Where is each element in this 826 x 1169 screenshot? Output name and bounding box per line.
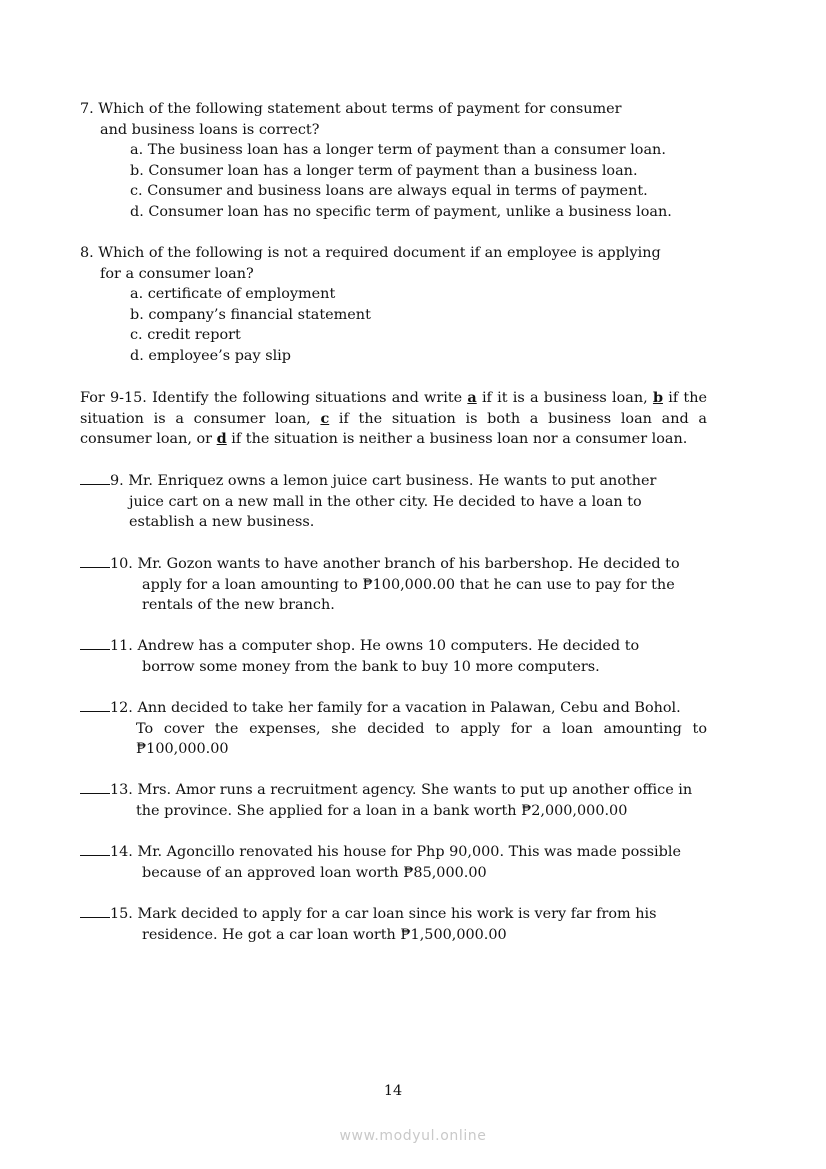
answer-blank[interactable]	[80, 903, 110, 918]
item-13: 13. Mrs. Amor runs a recruitment agency. She wants to put up another office in the province. She applied for a loan in a bank worth ₱2,000,000.00	[80, 779, 707, 821]
answer-key-c: c	[320, 409, 330, 427]
question-8-option-d: d. employee’s pay slip	[130, 347, 291, 364]
question-8-option-b: b. company’s financial statement	[130, 306, 371, 323]
item-number: 9.	[110, 473, 124, 489]
item-10: 10. Mr. Gozon wants to have another branch of his barbershop. He decided to apply for a loan amounting to ₱100,000.00 that he can use to pay for the rentals of the new branch.	[80, 553, 707, 616]
answer-blank[interactable]	[80, 779, 110, 794]
answer-blank[interactable]	[80, 553, 110, 568]
question-8-option-c: c. credit report	[130, 327, 241, 344]
item-number: 13.	[110, 782, 133, 798]
answer-key-a: a	[467, 389, 477, 406]
item-12: 12. Ann decided to take her family for a vacation in Palawan, Cebu and Bohol. To cover the expenses, she decided to apply for a loan amounting to ₱100,000.00	[80, 697, 707, 760]
question-8-line1: 8. Which of the following is not a required document if an employee is applying	[80, 245, 661, 261]
question-8	[80, 243, 720, 367]
answer-blank[interactable]	[80, 841, 110, 856]
instructions-line1: For 9-15. Identify the following situations and write a if it is a business loan, b if the	[80, 389, 707, 406]
answer-blank[interactable]	[80, 470, 110, 485]
item-15: 15. Mark decided to apply for a car loan since his work is very far from his residence. He got a car loan worth ₱1,500,000.00	[80, 903, 707, 945]
instructions	[80, 388, 707, 450]
item-14: 14. Mr. Agoncillo renovated his house for Php 90,000. This was made possible because of an approved loan worth ₱85,000.00	[80, 841, 707, 883]
answer-blank[interactable]	[80, 635, 110, 650]
answer-key-d: d	[216, 430, 227, 448]
watermark: www.modyul.online	[339, 1128, 487, 1144]
item-number: 12.	[110, 700, 133, 716]
question-7-option-a: a. The business loan has a longer term of payment than a consumer loan.	[130, 142, 666, 159]
instructions-line2: situation is a consumer loan, c if the situation is both a business loan and a	[80, 409, 708, 427]
item-9: 9. Mr. Enriquez owns a lemon juice cart business. He wants to put another juice cart on a new mall in the other city. He decided to have a loan to establish a new business.	[80, 470, 707, 533]
answer-key-b: b	[652, 389, 664, 406]
question-7-option-d: d. Consumer loan has no specific term of payment, unlike a business loan.	[130, 203, 672, 220]
question-7	[80, 99, 720, 223]
question-7-line1: 7. Which of the following statement about terms of payment for consumer	[80, 101, 622, 117]
question-7-line2: and business loans is correct?	[100, 121, 320, 138]
question-7-option-c: c. Consumer and business loans are always equal in terms of payment.	[130, 183, 648, 200]
item-number: 15.	[110, 906, 133, 922]
page-number: 14	[383, 1083, 403, 1099]
instructions-line3: consumer loan, or d if the situation is neither a business loan nor a consumer loan.	[80, 430, 688, 448]
question-8-option-a: a. certificate of employment	[130, 286, 336, 303]
item-number: 11.	[110, 638, 133, 654]
answer-blank[interactable]	[80, 697, 110, 712]
question-8-line2: for a consumer loan?	[100, 265, 254, 282]
item-number: 14.	[110, 844, 133, 860]
question-7-option-b: b. Consumer loan has a longer term of payment than a business loan.	[130, 162, 638, 179]
item-11: 11. Andrew has a computer shop. He owns 10 computers. He decided to borrow some money from the bank to buy 10 more computers.	[80, 635, 707, 677]
item-number: 10.	[110, 556, 133, 572]
